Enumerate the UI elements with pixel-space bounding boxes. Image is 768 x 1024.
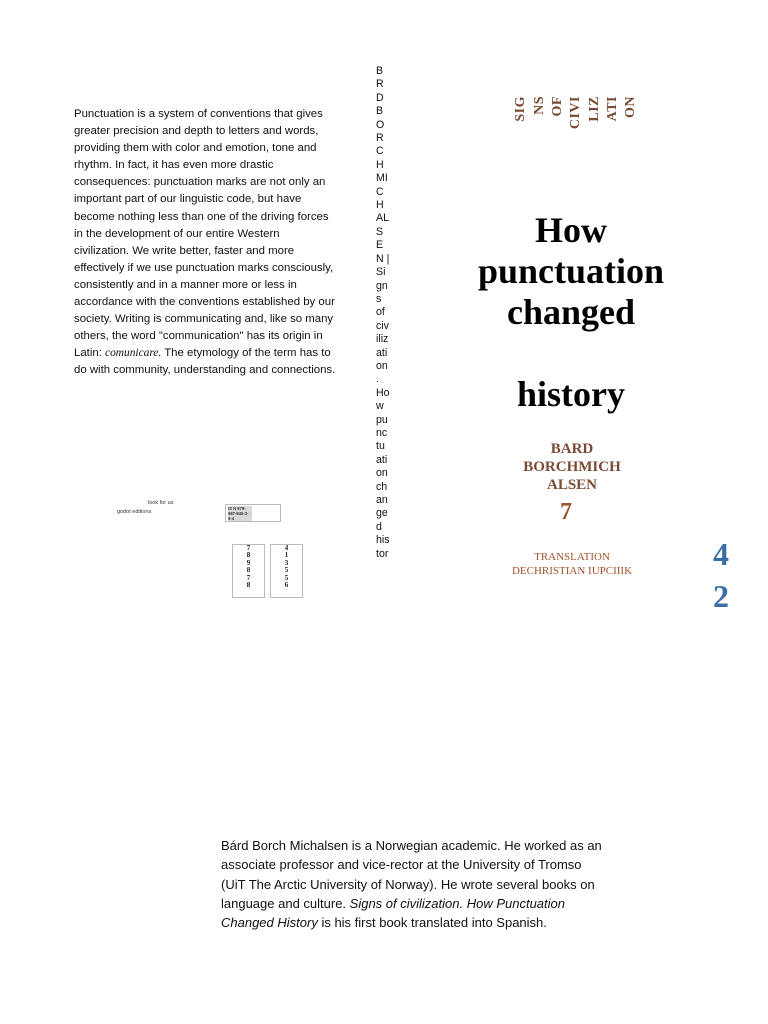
spine-line: Si	[376, 266, 386, 279]
spine-line: on	[376, 467, 388, 480]
spine-line: N |	[376, 252, 390, 265]
author-line: BORCHMICH	[523, 459, 621, 475]
book-title-line: How	[535, 210, 607, 250]
book-title-line: history	[517, 374, 625, 414]
barcode-digit: 8	[246, 551, 251, 560]
spine-line: d	[376, 520, 382, 533]
series-column: NS	[532, 96, 547, 115]
series-column: OF	[550, 96, 565, 117]
spine-line: w	[376, 400, 384, 413]
barcode-left	[232, 544, 265, 598]
spine-line: R	[376, 132, 384, 145]
spine-line: E	[376, 239, 384, 252]
spine-line: B	[376, 105, 384, 118]
barcode-digit: 4	[284, 544, 289, 552]
spine-line: ati	[376, 346, 388, 359]
translation-credit	[490, 551, 654, 578]
translation-line: DECHRISTIAN IUPCIIIK	[511, 564, 633, 577]
barcode-right	[270, 544, 303, 598]
blurb-text-end: The etymology of the term has to do with community, understanding and connections.	[74, 347, 336, 377]
spine-line: nc	[376, 426, 388, 439]
book-title-line: punctuation	[477, 251, 665, 291]
spine-line: C	[376, 145, 384, 158]
spine-line: gn	[376, 279, 388, 292]
isbn-box	[225, 504, 281, 522]
spine-line: civ	[376, 319, 389, 332]
series-column: ON	[623, 96, 638, 118]
spine-line: an	[376, 494, 388, 506]
spine-line: his	[376, 534, 390, 547]
spine-line: AL	[376, 212, 389, 225]
spine-line: Ho	[376, 386, 390, 399]
author-name	[490, 440, 654, 494]
barcode-digit: 6	[284, 580, 289, 589]
barcode-digit: 8	[246, 580, 251, 589]
series-number: 7	[560, 499, 572, 525]
book-title-line: changed	[506, 292, 636, 332]
series-column: SIG	[513, 96, 528, 122]
barcode-digit: 3	[284, 558, 289, 567]
blurb-text: Punctuation is a system of conventions that gives greater precision and depth to letters and words, providing them with color and emotion, tone and rhythm. In fact, it has even more drastic consequences: punctuation marks are not only an important part of our linguistic code, but have become nothing less than one of the driving forces in the development of our entire Western civilization. We write better, faster and more effectively if we use punctuation marks consciously, consistently and in a manner more or less in accordance with the conventions established by our society. Writing is communicating and, like so many others, the word "communication" has its origin in Latin:	[74, 108, 335, 360]
spine-line: D	[376, 91, 384, 104]
barcode-digit: 9	[246, 558, 251, 567]
spine-line: H	[376, 199, 384, 212]
spine-line: pu	[376, 413, 388, 426]
spine-line: ati	[376, 453, 388, 466]
spine-line: on	[376, 359, 388, 372]
spine-line: of	[376, 306, 385, 319]
author-bio	[221, 836, 605, 932]
series-column: ATI	[605, 96, 620, 122]
isbn-text: IS N 978-987-845-3-9-4	[228, 506, 252, 521]
barcode-digit: 5	[284, 573, 289, 582]
barcode-digit: 8	[246, 566, 251, 575]
barcode-digit: 7	[246, 544, 251, 552]
author-line: BARD	[550, 441, 594, 457]
spine-line: s	[376, 292, 382, 305]
translation-line: TRANSLATION	[534, 551, 610, 563]
look-for-us-label: look for us	[148, 500, 174, 506]
spine-line: B	[376, 65, 384, 77]
bio-book-title: Signs of civilization. How Punctuation Changed History	[221, 895, 565, 931]
spine-line: H	[376, 158, 384, 171]
spine-line: MI	[376, 172, 388, 185]
author-line: ALSEN	[546, 477, 598, 493]
barcode-digit: 1	[284, 551, 289, 560]
page-number-digit: 4	[713, 536, 729, 572]
spine-line: ge	[376, 507, 388, 520]
spine-line: tor	[376, 547, 389, 560]
spine-line: O	[376, 118, 385, 131]
back-cover-blurb	[74, 106, 336, 380]
publisher-label: godot editions	[117, 509, 152, 515]
barcode-digit: 5	[284, 566, 289, 575]
spine-line: C	[376, 185, 384, 198]
spine-line: tu	[376, 440, 385, 453]
blurb-italic-word: comunicare.	[105, 347, 162, 360]
spine-line: iliz	[376, 333, 389, 346]
bio-text: Bárd Borch Michalsen is a Norwegian academic. He worked as an associate professor and vice-rector at the University of Tromso (UiT The Arctic University of Norway). He wrote several books on language and culture.	[221, 838, 602, 911]
bio-text-end: is his first book translated into Spanish.	[317, 915, 547, 931]
spine-line: S	[376, 225, 384, 238]
spine-line: .	[376, 373, 379, 386]
book-spine	[376, 65, 398, 561]
page-number-digit: 2	[713, 578, 729, 614]
series-column: LIZ	[587, 96, 602, 122]
spine-line: ch	[376, 480, 388, 493]
barcode-digit: 7	[246, 573, 251, 582]
spine-line: R	[376, 78, 384, 91]
series-column: CIVI	[568, 96, 583, 130]
